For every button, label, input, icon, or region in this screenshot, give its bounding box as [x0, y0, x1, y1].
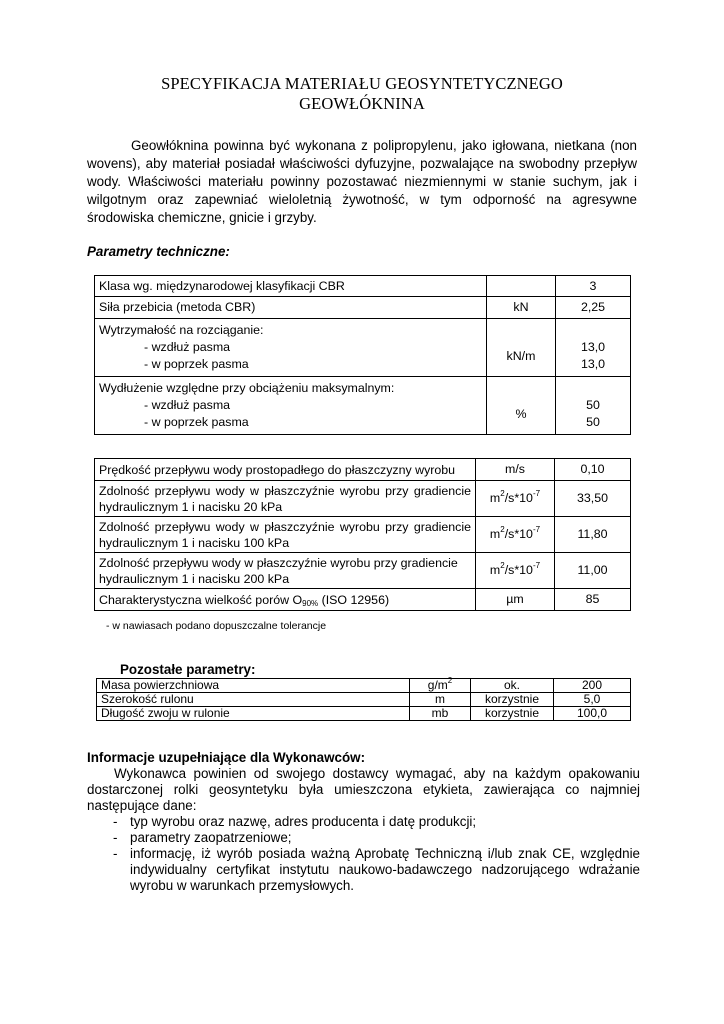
cbr-class-label: Klasa wg. międzynarodowej klasyfikacji CBR: [95, 276, 487, 297]
intro-paragraph: Geowłóknina powinna być wykonana z polipropylenu, jako igłowana, nietkana (non wovens), aby materiał posiadał właściwości dyfuzyjne, pozwalające na swobodny przepływ wody. Właściwości materiału powinny pozostawać niezmiennymi w stanie suchym, jak i wilgotnym oraz zapewniać wieloletnią żywotność, w tym odporność na agresywne środowiska chemiczne, gnicie i grzyby.: [87, 138, 637, 225]
unit-mid: /s*10: [504, 491, 533, 505]
list-item-text: typ wyrobu oraz nazwę, adres producenta i datę produkcji;: [130, 814, 477, 829]
unit-exponent: -7: [532, 561, 541, 570]
pore-size-label: [95, 589, 476, 611]
tensile-across-value: 13,0: [580, 357, 606, 371]
tensile-along-label: - wzdłuż pasma: [144, 340, 231, 354]
unit-power: 2: [500, 561, 505, 570]
tensile-strength-label: Wytrzymałość na rozciąganie:: [99, 323, 264, 337]
table-row: [95, 276, 631, 297]
technical-parameters-heading: Parametry techniczne:: [87, 244, 230, 259]
elongation-unit-text: %: [515, 406, 527, 421]
tolerance-note: - w nawiasach podano dopuszczalne tolerancje: [106, 620, 327, 632]
elongation-cell: [95, 377, 487, 435]
table-row: [95, 319, 631, 377]
pore-size-standard: (ISO 12956): [318, 592, 390, 607]
bullet-dash: -: [113, 846, 118, 861]
table-row: [97, 707, 631, 721]
roll-length-qualifier: korzystnie: [471, 707, 554, 721]
elongation-across-label: - w poprzek pasma: [144, 415, 249, 429]
list-item: [87, 830, 640, 846]
table-row: [95, 377, 631, 435]
table-row: [95, 553, 631, 589]
unit-mid: /s*10: [504, 527, 533, 541]
elongation-values: [556, 377, 631, 435]
table-row: [95, 589, 631, 611]
elongation-unit: [487, 377, 556, 435]
roll-width-label: Szerokość rulonu: [97, 693, 410, 707]
other-parameters-heading: Pozostałe parametry:: [120, 662, 256, 677]
other-parameters-table: [96, 678, 631, 721]
inplane-flow-200kpa-value: 11,00: [555, 553, 631, 589]
puncture-strength-label: Siła przebicia (metoda CBR): [95, 297, 487, 319]
elongation-along-value: 50: [586, 398, 600, 412]
mass-per-area-qualifier: ok.: [471, 679, 554, 693]
mass-per-area-label: Masa powierzchniowa: [97, 679, 410, 693]
tensile-along-value: 13,0: [580, 340, 606, 354]
water-flow-table: [94, 458, 631, 611]
mass-per-area-unit: [410, 676, 471, 693]
document-title: [60, 74, 664, 114]
elongation-along-label: - wzdłuż pasma: [144, 398, 231, 412]
unit-base: m: [489, 491, 501, 505]
tensile-strength-unit: [487, 319, 556, 377]
required-label-data-list: [87, 814, 640, 894]
roll-width-unit: m: [410, 693, 471, 707]
pore-size-value: 85: [555, 589, 631, 611]
list-item: [87, 814, 640, 830]
unit-exponent: -7: [532, 525, 541, 534]
contractor-info-heading: Informacje uzupełniające dla Wykonawców:: [87, 750, 366, 765]
inplane-flow-200kpa-label: Zdolność przepływu wody w płaszczyźnie wyrobu przy gradiencie hydraulicznym 1 i nacisku 200 kPa: [95, 553, 476, 589]
cbr-class-unit: [487, 276, 556, 297]
elongation-label: Wydłużenie względne przy obciążeniu maksymalnym:: [99, 381, 395, 395]
table-row: [95, 297, 631, 319]
inplane-flow-100kpa-value: 11,80: [555, 517, 631, 553]
perpendicular-flow-label: Prędkość przepływu wody prostopadłego do płaszczyzny wyrobu: [95, 459, 476, 481]
contractor-info-paragraph: Wykonawca powinien od swojego dostawcy wymagać, aby na każdym opakowaniu dostarczonej rolki geosyntetyku była umieszczona etykieta, zawierająca co najmniej następujące dane:: [87, 766, 640, 813]
inplane-flow-20kpa-label: Zdolność przepływu wody w płaszczyźnie wyrobu przy gradiencie hydraulicznym 1 i nacisku 20 kPa: [95, 481, 476, 517]
perpendicular-flow-value: 0,10: [555, 459, 631, 481]
table-row: [97, 679, 631, 693]
unit-base: m: [489, 527, 501, 541]
puncture-strength-value: 2,25: [556, 297, 631, 319]
roll-length-value: 100,0: [554, 707, 631, 721]
unit-mid: /s*10: [504, 563, 533, 577]
unit-power: 2: [447, 676, 453, 685]
cbr-class-value: 3: [556, 276, 631, 297]
tensile-strength-values: [556, 319, 631, 377]
inplane-flow-100kpa-unit: [476, 517, 555, 553]
roll-width-value: 5,0: [554, 693, 631, 707]
table-row: [95, 517, 631, 553]
list-item-text: informację, iż wyrób posiada ważną Aprobatę Techniczną i/lub znak CE, względnie indywidualny certyfikat instytutu naukowo-badawczego nadzorującego wdrażanie wyrobu w warunkach przemysłowych.: [130, 846, 640, 893]
roll-length-unit: mb: [410, 707, 471, 721]
unit-exponent: -7: [532, 489, 541, 498]
pore-size-unit: µm: [476, 589, 555, 611]
inplane-flow-20kpa-unit: [476, 481, 555, 517]
elongation-across-value: 50: [586, 415, 600, 429]
tensile-unit-text: kN/m: [506, 348, 536, 363]
inplane-flow-100kpa-label: Zdolność przepływu wody w płaszczyźnie wyrobu przy gradiencie hydraulicznym 1 i nacisku 100 kPa: [95, 517, 476, 553]
bullet-dash: -: [113, 830, 118, 845]
table-row: [97, 693, 631, 707]
unit-base: m: [489, 563, 501, 577]
unit-power: 2: [500, 525, 505, 534]
tensile-across-label: - w poprzek pasma: [144, 357, 249, 371]
unit-base: g/m: [427, 678, 448, 692]
mass-per-area-value: 200: [554, 679, 631, 693]
perpendicular-flow-unit: m/s: [476, 459, 555, 481]
inplane-flow-200kpa-unit: [476, 553, 555, 589]
roll-width-qualifier: korzystnie: [471, 693, 554, 707]
technical-parameters-table: [94, 275, 631, 435]
table-row: [95, 481, 631, 517]
list-item: [87, 846, 640, 894]
tensile-strength-cell: [95, 319, 487, 377]
unit-power: 2: [500, 489, 505, 498]
title-line-1: SPECYFIKACJA MATERIAŁU GEOSYNTETYCZNEGO: [161, 74, 563, 93]
table-row: [95, 459, 631, 481]
roll-length-label: Długość zwoju w rulonie: [97, 707, 410, 721]
list-item-text: parametry zaopatrzeniowe;: [130, 830, 292, 845]
title-line-2: GEOWŁÓKNINA: [299, 94, 425, 113]
pore-size-subscript: 90%: [302, 598, 319, 608]
bullet-dash: -: [113, 814, 118, 829]
pore-size-text: Charakterystyczna wielkość porów O: [99, 592, 303, 607]
puncture-strength-unit: kN: [487, 297, 556, 319]
inplane-flow-20kpa-value: 33,50: [555, 481, 631, 517]
